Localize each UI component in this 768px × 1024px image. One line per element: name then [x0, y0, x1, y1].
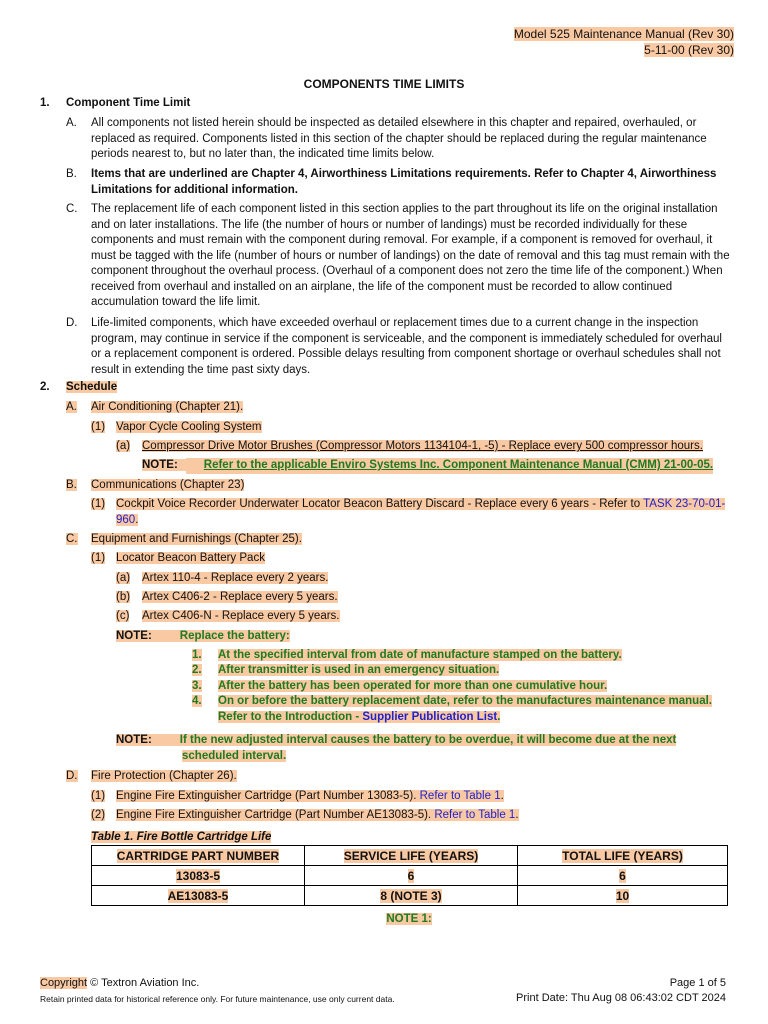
s2-b-text: Communications (Chapter 23)	[91, 479, 245, 491]
print-date: Print Date: Thu Aug 08 06:43:02 CDT 2024	[516, 992, 726, 1004]
s1-c-text: The replacement life of each component listed in this section applies to the part throughout its life on the original installation and on later installations. The life (the number of hours or number of landings) must be recorded individually for these components and must remain with the component during removal. For example, if a component is removed for overhaul, it must be tagged with the life (number of hours or number of landings) on the date of removal and this tag must remain with the component throughout the overhaul process. (Overhaul of a component does not zero the time life of the component.) When received from overhaul and installed on an airplane, the life of the component must be recorded to allow continued accumulation toward the life limit.	[91, 203, 730, 308]
s1-b-text: Items that are underlined are Chapter 4, Airworthiness Limitations requirements. Refer to Chapter 4, Airworthiness Limitations for additional information.	[91, 168, 717, 196]
cell-service-life: 6	[407, 868, 415, 883]
s1-a-text: All components not listed herein should be inspected as detailed elsewhere in this chapter and repaired, overhauled, or replaced as required. Components listed in this section of the chapter should be replaced during the regular maintenance periods nearest to, but no later than, the indicated time limits below.	[91, 117, 707, 160]
s2-c-note1-text: Replace the battery:	[179, 630, 290, 642]
s2-c1-label: (1)	[91, 552, 106, 564]
s2-b1-text: Cockpit Voice Recorder Underwater Locator Beacon Battery Discard - Replace every 6 years - Refer to	[116, 498, 644, 510]
supplier-publication-link[interactable]: Supplier Publication List	[362, 711, 498, 723]
s1-b-label: B.	[66, 168, 77, 180]
s2-d1-post: .	[500, 790, 504, 802]
s2-c1c-text: Artex C406-N - Replace every 5 years.	[142, 610, 340, 622]
section-1-number: 1.	[40, 97, 50, 109]
s2-d1-text: Engine Fire Extinguisher Cartridge (Part Number 13083-5).	[116, 790, 420, 802]
cell-part-number: 13083-5	[175, 868, 221, 883]
col-header-part-number: CARTRIDGE PART NUMBER	[116, 848, 280, 863]
table-row	[92, 866, 728, 886]
table-header-row	[92, 846, 728, 866]
s2-b1-post: .	[135, 513, 139, 526]
s2-c-note2-cont: scheduled interval.	[182, 750, 287, 762]
table-row	[92, 886, 728, 906]
cell-part-number: AE13083-5	[167, 888, 229, 903]
s2-a1a-text: Compressor Drive Motor Brushes (Compressor Motors 1134104-1, -5) - Replace every 500 compressor hours.	[142, 440, 703, 452]
s2-b1-label: (1)	[91, 498, 106, 510]
s2-a1-label: (1)	[91, 421, 106, 433]
page-title: COMPONENTS TIME LIMITS	[303, 77, 465, 91]
s1-a-label: A.	[66, 117, 77, 129]
s2-d-text: Fire Protection (Chapter 26).	[91, 770, 237, 782]
s2-a-note-text: Refer to the applicable Enviro Systems Inc. Component Maintenance Manual (CMM) 21-00-05.	[186, 458, 713, 474]
task-link[interactable]: TASK 23-70-01-960	[116, 498, 726, 526]
s2-c-note1-label: NOTE:	[116, 630, 180, 642]
section-1-heading: Component Time Limit	[66, 97, 191, 109]
s2-c-note2-text: If the new adjusted interval causes the battery to be overdue, it will become due at the next	[179, 734, 677, 746]
s2-a-label: A.	[66, 401, 77, 413]
section-2-number: 2.	[40, 381, 50, 393]
step-4-label: 4.	[192, 695, 202, 707]
s2-c-text: Equipment and Furnishings (Chapter 25).	[91, 533, 302, 545]
s2-b-label: B.	[66, 479, 77, 491]
retain-notice: Retain printed data for historical reference only. For future maintenance, use only current data.	[40, 994, 395, 1004]
table-1-link-2[interactable]: Refer to Table 1	[434, 809, 516, 821]
s2-c1a-label: (a)	[116, 572, 131, 584]
cell-total-life: 6	[619, 868, 626, 883]
copyright-text: © Textron Aviation Inc.	[87, 977, 200, 989]
step-4-text: On or before the battery replacement date, refer to the manufactures maintenance manual.	[218, 695, 712, 707]
step-1-label: 1.	[192, 649, 202, 661]
step-3-label: 3.	[192, 680, 202, 692]
s2-d1-label: (1)	[91, 790, 106, 802]
section-2-heading: Schedule	[66, 381, 118, 393]
step-2-label: 2.	[192, 664, 202, 676]
s2-a1a-label: (a)	[116, 440, 131, 452]
s2-c1-text: Locator Beacon Battery Pack	[116, 552, 265, 564]
s2-a1-text: Vapor Cycle Cooling System	[116, 421, 262, 433]
section-number: 5-11-00 (Rev 30)	[644, 43, 734, 57]
step-4-post: .	[497, 711, 501, 723]
s2-c1b-text: Artex C406-2 - Replace every 5 years.	[142, 591, 338, 603]
fire-bottle-table	[91, 845, 728, 906]
s2-c1c-label: (c)	[116, 610, 130, 622]
s2-a-note-label: NOTE:	[142, 459, 186, 471]
s1-c-label: C.	[66, 203, 78, 215]
cell-total-life: 10	[615, 888, 630, 903]
s1-d-text: Life-limited components, which have exceeded overhaul or replacement times due to a current change in the inspection program, may continue in service if the component is serviceable, and the component is immediately scheduled for overhaul or a replacement component is ordered. Possible delays resulting from component shortage or overhaul schedules shall not result in extending the time past sixty days.	[91, 317, 722, 376]
s2-c1a-text: Artex 110-4 - Replace every 2 years.	[142, 572, 329, 584]
cell-service-life: 8 (NOTE 3)	[380, 888, 442, 903]
s2-c1b-label: (b)	[116, 591, 131, 603]
col-header-total-life: TOTAL LIFE (YEARS)	[562, 848, 683, 863]
copyright-word: Copyright	[40, 977, 88, 989]
doc-header	[514, 26, 734, 58]
s2-a-text: Air Conditioning (Chapter 21).	[91, 401, 244, 413]
s2-c-note2-label: NOTE:	[116, 734, 180, 746]
manual-title: Model 525 Maintenance Manual (Rev 30)	[513, 27, 734, 41]
s2-d2-label: (2)	[91, 809, 106, 821]
table-1-link[interactable]: Refer to Table 1	[419, 790, 501, 802]
s2-d2-text: Engine Fire Extinguisher Cartridge (Part Number AE13083-5).	[116, 809, 435, 821]
table-caption: Table 1. Fire Bottle Cartridge Life	[91, 831, 272, 843]
table-note-1: NOTE 1:	[386, 913, 432, 925]
step-1-text: At the specified interval from date of manufacture stamped on the battery.	[218, 649, 622, 661]
s2-c-label: C.	[66, 533, 78, 545]
s1-d-label: D.	[66, 317, 78, 329]
step-4-text2: Refer to the Introduction -	[218, 711, 363, 723]
s2-d2-post: .	[515, 809, 519, 821]
col-header-service-life: SERVICE LIFE (YEARS)	[343, 848, 479, 863]
page-number: Page 1 of 5	[669, 977, 726, 989]
s2-d-label: D.	[66, 770, 78, 782]
step-3-text: After the battery has been operated for more than one cumulative hour.	[218, 680, 608, 692]
step-2-text: After transmitter is used in an emergency situation.	[218, 664, 500, 676]
